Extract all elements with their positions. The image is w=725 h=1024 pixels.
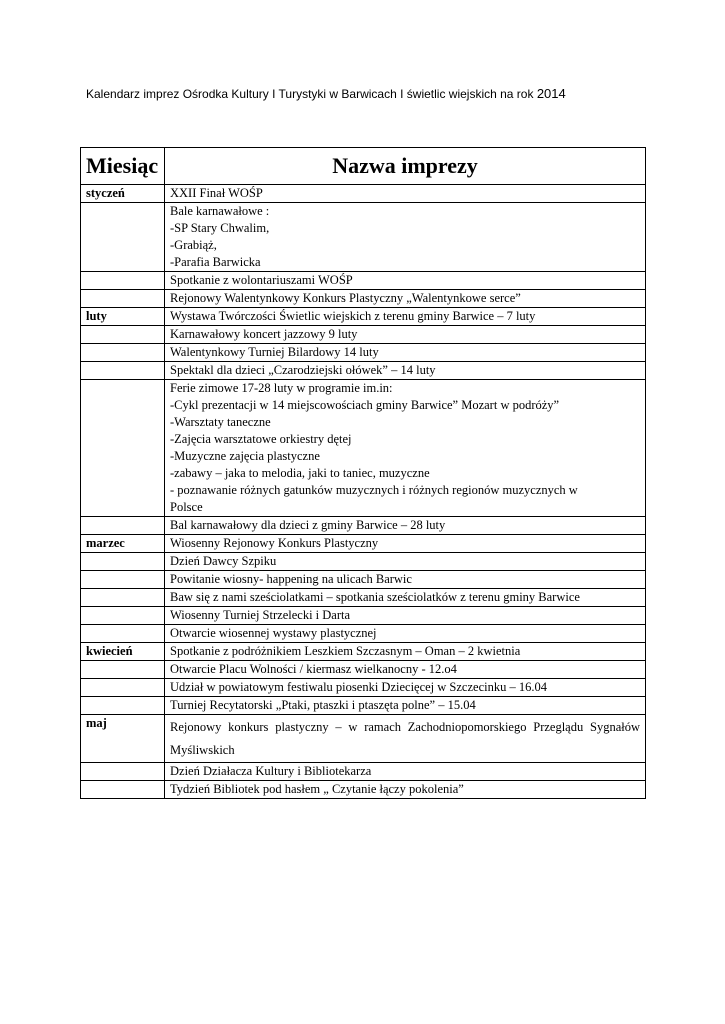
table-row — [81, 589, 646, 607]
event-line: Spotkanie z podróżnikiem Leszkiem Szczasnym – Oman – 2 kwietnia — [170, 644, 521, 658]
table-row — [81, 643, 646, 661]
event-line: Rejonowy Walentynkowy Konkurs Plastyczny „Walentynkowe serce” — [170, 291, 521, 305]
events-table-body — [81, 185, 646, 799]
event-line: Walentynkowy Turniej Bilardowy 14 luty — [170, 345, 379, 359]
month-cell — [81, 326, 165, 344]
month-cell — [81, 203, 165, 272]
event-line: Wiosenny Rejonowy Konkurs Plastyczny — [170, 536, 379, 550]
event-cell — [165, 535, 646, 553]
table-row — [81, 308, 646, 326]
month-cell — [81, 625, 165, 643]
table-header-row — [81, 148, 646, 185]
month-cell — [81, 272, 165, 290]
table-row — [81, 362, 646, 380]
event-line: Powitanie wiosny- happening na ulicach Barwic — [170, 572, 412, 586]
event-line: Bal karnawałowy dla dzieci z gminy Barwice – 28 luty — [170, 518, 446, 532]
event-cell — [165, 362, 646, 380]
event-line: Otwarcie wiosennej wystawy plastycznej — [170, 626, 377, 640]
month-cell: maj — [81, 715, 165, 763]
event-line: Spektakl dla dzieci „Czarodziejski ołówek” – 14 luty — [170, 363, 436, 377]
event-cell — [165, 308, 646, 326]
month-cell — [81, 679, 165, 697]
event-cell — [165, 781, 646, 799]
event-line: Wystawa Twórczości Świetlic wiejskich z terenu gminy Barwice – 7 luty — [170, 309, 536, 323]
event-line: Tydzień Bibliotek pod hasłem „ Czytanie łączy pokolenia” — [170, 782, 464, 796]
month-cell: kwiecień — [81, 643, 165, 661]
month-cell — [81, 607, 165, 625]
event-cell — [165, 344, 646, 362]
event-line: Wiosenny Turniej Strzelecki i Darta — [170, 608, 351, 622]
table-row — [81, 203, 646, 272]
event-cell — [165, 625, 646, 643]
month-cell: marzec — [81, 535, 165, 553]
table-row — [81, 272, 646, 290]
event-line: Baw się z nami sześciolatkami – spotkania sześciolatków z terenu gminy Barwice — [170, 590, 580, 604]
event-cell — [165, 763, 646, 781]
month-cell — [81, 589, 165, 607]
event-line: -Warsztaty taneczne — [170, 415, 271, 429]
event-line: Karnawałowy koncert jazzowy 9 luty — [170, 327, 358, 341]
event-line: -Cykl prezentacji w 14 miejscowościach gminy Barwice” Mozart w podróży” — [170, 398, 560, 412]
event-line: XXII Finał WOŚP — [170, 186, 263, 200]
month-cell: styczeń — [81, 185, 165, 203]
event-line: -Grabiąż, — [170, 238, 217, 252]
event-line: Spotkanie z wolontariuszami WOŚP — [170, 273, 353, 287]
table-row — [81, 185, 646, 203]
table-row — [81, 679, 646, 697]
event-cell — [165, 553, 646, 571]
table-row — [81, 535, 646, 553]
event-line: Ferie zimowe 17-28 luty w programie im.in: — [170, 381, 393, 395]
event-cell — [165, 272, 646, 290]
event-cell — [165, 607, 646, 625]
event-cell — [165, 326, 646, 344]
table-row — [81, 344, 646, 362]
event-cell — [165, 643, 646, 661]
heading-text: Kalendarz imprez Ośrodka Kultury I Turystyki w Barwicach I świetlic wiejskich na rok — [86, 87, 537, 101]
event-line: -Zajęcia warsztatowe orkiestry dętej — [170, 432, 352, 446]
heading-year: 2014 — [536, 86, 566, 101]
event-cell — [165, 203, 646, 272]
event-line: -Parafia Barwicka — [170, 255, 261, 269]
event-line: Turniej Recytatorski „Ptaki, ptaszki i ptaszęta polne” – 15.04 — [170, 698, 476, 712]
table-row — [81, 553, 646, 571]
month-cell: luty — [81, 308, 165, 326]
event-cell — [165, 571, 646, 589]
event-line: Polsce — [170, 500, 203, 514]
table-row — [81, 326, 646, 344]
event-line: Udział w powiatowym festiwalu piosenki Dziecięcej w Szczecinku – 16.04 — [170, 680, 547, 694]
table-row — [81, 625, 646, 643]
event-cell — [165, 290, 646, 308]
month-cell — [81, 290, 165, 308]
event-line: -Muzyczne zajęcia plastyczne — [170, 449, 320, 463]
month-cell — [81, 697, 165, 715]
event-cell — [165, 697, 646, 715]
month-cell — [81, 763, 165, 781]
month-cell — [81, 517, 165, 535]
table-row — [81, 290, 646, 308]
table-row — [81, 763, 646, 781]
month-cell — [81, 661, 165, 679]
header-event-name: Nazwa imprezy — [165, 148, 646, 185]
table-row — [81, 661, 646, 679]
table-row — [81, 715, 646, 763]
event-cell — [165, 715, 646, 763]
table-row — [81, 781, 646, 799]
page-heading — [86, 86, 566, 101]
event-line: -SP Stary Chwalim, — [170, 221, 270, 235]
event-line: Dzień Dawcy Szpiku — [170, 554, 277, 568]
event-cell — [165, 679, 646, 697]
event-cell — [165, 589, 646, 607]
event-cell — [165, 380, 646, 517]
header-month: Miesiąc — [81, 148, 165, 185]
month-cell — [81, 362, 165, 380]
table-row — [81, 517, 646, 535]
table-row — [81, 380, 646, 517]
events-table — [80, 147, 646, 799]
table-row — [81, 697, 646, 715]
table-row — [81, 607, 646, 625]
month-cell — [81, 571, 165, 589]
event-line: - poznawanie różnych gatunków muzycznych i różnych regionów muzycznych w — [170, 483, 578, 497]
event-line: Dzień Działacza Kultury i Bibliotekarza — [170, 764, 372, 778]
month-cell — [81, 781, 165, 799]
month-cell — [81, 380, 165, 517]
event-line: Bale karnawałowe : — [170, 204, 270, 218]
month-cell — [81, 553, 165, 571]
event-cell — [165, 517, 646, 535]
event-line: Otwarcie Placu Wolności / kiermasz wielkanocny - 12.o4 — [170, 662, 457, 676]
event-cell — [165, 185, 646, 203]
event-line: -zabawy – jaka to melodia, jaki to taniec, muzyczne — [170, 466, 430, 480]
event-line: Rejonowy konkurs plastyczny – w ramach Zachodniopomorskiego Przeglądu Sygnałów Myśliwskich — [170, 720, 640, 757]
table-row — [81, 571, 646, 589]
event-cell — [165, 661, 646, 679]
month-cell — [81, 344, 165, 362]
